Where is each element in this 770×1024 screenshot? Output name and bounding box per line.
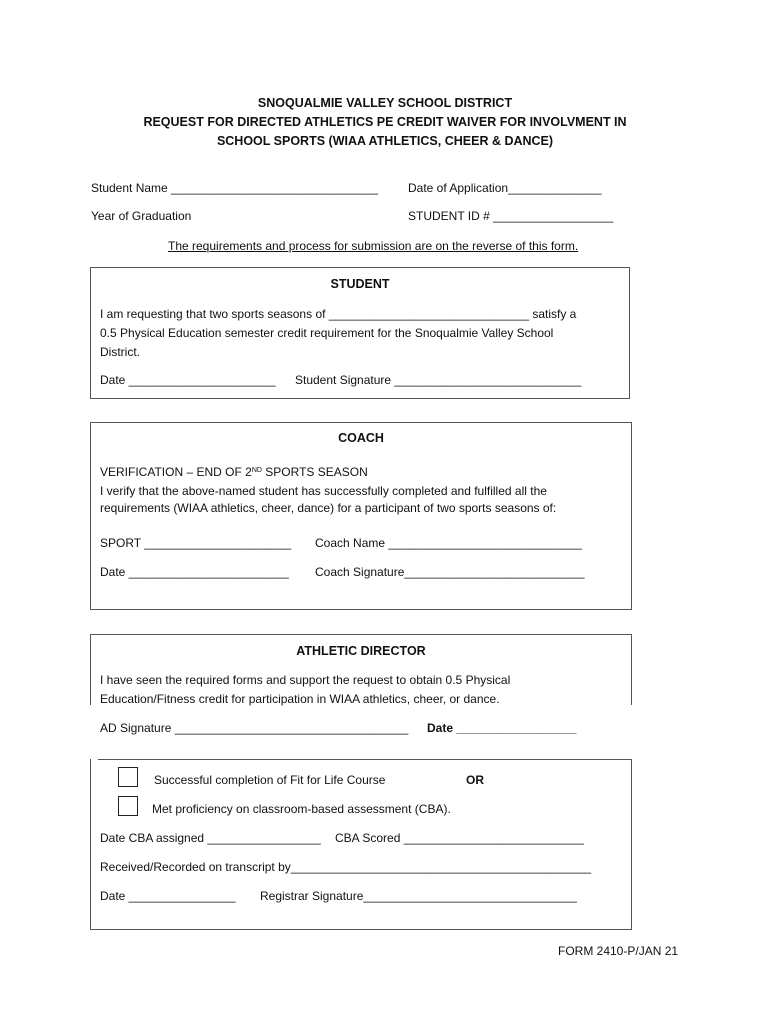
- ad-heading: ATHLETIC DIRECTOR: [296, 644, 426, 658]
- or-label: OR: [466, 773, 484, 787]
- date-of-application-field[interactable]: Date of Application______________: [408, 181, 602, 195]
- coach-signature-field[interactable]: Coach Signature___________________________: [315, 565, 585, 579]
- form-title: REQUEST FOR DIRECTED ATHLETICS PE CREDIT WAIVER FOR INVOLVMENT IN: [143, 115, 627, 129]
- ad-statement-line-1: I have seen the required forms and support the request to obtain 0.5 Physical: [100, 673, 511, 687]
- verification-sup: ND: [251, 467, 262, 474]
- coach-section: [90, 422, 632, 610]
- verification-post: SPORTS SEASON: [261, 465, 368, 479]
- student-section: [90, 267, 630, 399]
- cba-scored-field[interactable]: CBA Scored ___________________________: [335, 831, 584, 845]
- registrar-date-field[interactable]: Date ________________: [100, 889, 236, 903]
- requirements-note: The requirements and process for submission are on the reverse of this form.: [168, 239, 579, 253]
- coach-date-field[interactable]: Date ________________________: [100, 565, 289, 579]
- ad-statement-line-2: Education/Fitness credit for participation in WIAA athletics, cheer, or dance.: [100, 692, 500, 706]
- coach-verify-line-2: requirements (WIAA athletics, cheer, dance) for a participant of two sports seasons of:: [100, 501, 557, 515]
- registrar-signature-field[interactable]: Registrar Signature________________________________: [260, 889, 577, 903]
- student-request-line-2: 0.5 Physical Education semester credit requirement for the Snoqualmie Valley School: [100, 326, 554, 340]
- ad-date-field[interactable]: Date __________________: [427, 721, 577, 735]
- coach-heading: COACH: [338, 431, 384, 445]
- student-request-line-1[interactable]: I am requesting that two sports seasons of ______________________________ satisfy a: [100, 307, 577, 321]
- form-subtitle: SCHOOL SPORTS (WIAA ATHLETICS, CHEER & DANCE): [216, 134, 554, 148]
- ad-signature-field[interactable]: AD Signature ___________________________________: [100, 721, 409, 735]
- border-gap-right: [630, 705, 634, 759]
- received-recorded-field[interactable]: Received/Recorded on transcript by_____________________________________________: [100, 860, 592, 874]
- date-cba-assigned-field[interactable]: Date CBA assigned _________________: [100, 831, 321, 845]
- verification-pre: VERIFICATION – END OF 2: [100, 465, 252, 479]
- student-signature-field[interactable]: Student Signature ____________________________: [295, 373, 582, 387]
- student-date-field[interactable]: Date ______________________: [100, 373, 276, 387]
- cba-label: Met proficiency on classroom-based assessment (CBA).: [152, 802, 451, 816]
- registrar-divider: [98, 759, 632, 760]
- form-id: FORM 2410-P/JAN 21: [558, 944, 679, 958]
- coach-verify-line-1: I verify that the above-named student has successfully completed and fulfilled all the: [100, 484, 547, 498]
- year-of-graduation-field[interactable]: Year of Graduation: [91, 209, 192, 223]
- student-heading: STUDENT: [330, 277, 390, 291]
- student-request-line-3: District.: [100, 345, 140, 359]
- sport-field[interactable]: SPORT ______________________: [100, 536, 292, 550]
- coach-name-field[interactable]: Coach Name _____________________________: [315, 536, 582, 550]
- student-name-field[interactable]: Student Name _______________________________: [91, 181, 378, 195]
- fit-for-life-label: Successful completion of Fit for Life Course: [154, 773, 386, 787]
- student-id-field[interactable]: STUDENT ID # __________________: [408, 209, 614, 223]
- verification-heading: [100, 465, 368, 479]
- fit-for-life-checkbox[interactable]: [118, 767, 138, 787]
- border-gap-left: [88, 705, 92, 759]
- cba-checkbox[interactable]: [118, 796, 138, 816]
- district-title: SNOQUALMIE VALLEY SCHOOL DISTRICT: [257, 96, 513, 110]
